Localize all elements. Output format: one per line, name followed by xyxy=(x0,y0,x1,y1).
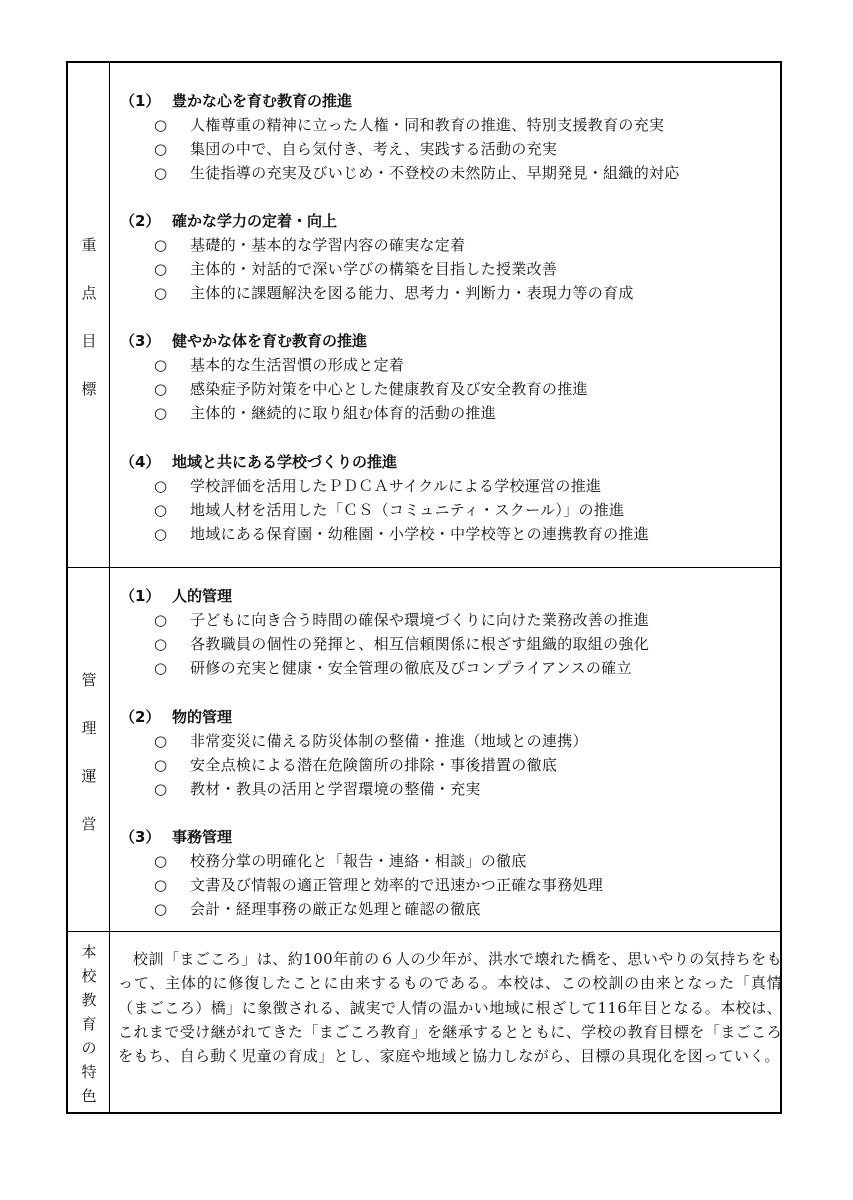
goals-list-item: ○ 人権尊重の精神に立った人権・同和教育の推進、特別支援教育の充実 xyxy=(154,116,665,134)
goals-label-char: 点 xyxy=(81,284,97,302)
management-label-char: 管 xyxy=(81,671,97,689)
feature-label-char: 特 xyxy=(81,1063,97,1081)
feature-label-char: 本 xyxy=(81,943,97,961)
goals-label-char: 目 xyxy=(81,332,97,350)
feature-label-char: の xyxy=(81,1039,97,1057)
feature-label-char: 育 xyxy=(81,1015,97,1033)
goals-list-item: ○ 学校評価を活用したＰＤＣＡサイクルによる学校運営の推進 xyxy=(154,477,602,495)
goals-list-item: ○ 生徒指導の充実及びいじめ・不登校の未然防止、早期発見・組織的対応 xyxy=(154,164,680,182)
feature-label-cell xyxy=(68,932,110,1112)
management-list-item: ○ 子どもに向き合う時間の確保や環境づくりに向けた業務改善の推進 xyxy=(154,611,650,629)
goals-label-cell xyxy=(68,63,110,567)
management-list-item: ○ 安全点検による潜在危険箇所の排除・事後措置の徹底 xyxy=(154,756,558,774)
goals-list-item: ○ 地域人材を活用した「ＣＳ（コミュニティ・スクール）」の推進 xyxy=(154,501,625,519)
goals-section-title: （4） 地域と共にある学校づくりの推進 xyxy=(120,453,398,471)
goals-list-item: ○ 基本的な生活習慣の形成と定着 xyxy=(154,356,405,374)
goals-list-item: ○ 主体的・継続的に取り組む体育的活動の推進 xyxy=(154,404,497,422)
management-list-item: ○ 文書及び情報の適正管理と効率的で迅速かつ正確な事務処理 xyxy=(154,876,604,894)
goals-list-item: ○ 基礎的・基本的な学習内容の確実な定着 xyxy=(154,236,466,254)
goals-list-item: ○ 集団の中で、自ら気付き、考え、実践する活動の充実 xyxy=(154,140,558,158)
management-list-item: ○ 教材・教具の活用と学習環境の整備・充実 xyxy=(154,780,481,798)
goals-label-char: 標 xyxy=(81,380,97,398)
management-row xyxy=(68,568,780,932)
feature-label-char: 色 xyxy=(81,1087,97,1105)
management-list-item: ○ 校務分掌の明確化と「報告・連絡・相談」の徹底 xyxy=(154,852,527,870)
management-label-char: 理 xyxy=(81,719,97,737)
feature-paragraph: 校訓「まごころ」は、約100年前の６人の少年が、洪水で壊れた橋を、思いやりの気持ちをもって、主体的に修復したことに由来するものである。本校は、この校訓の由来となった「真情（まごころ）橋」に象徴される、誠実で人情の温かい地域に根ざして116年目となる。本校は、これまで受け継がれてきた「まごころ教育」を継承するとともに、学校の教育目標を「まごころをもち、自ら動く児童の育成」とし、家庭や地域と協力しながら、目標の具現化を図っていく。 xyxy=(118,950,782,1066)
goals-list-item: ○ 主体的に課題解決を図る能力、思考力・判断力・表現力等の育成 xyxy=(154,284,634,302)
goals-content-cell xyxy=(110,63,780,567)
goals-row xyxy=(68,63,780,568)
feature-label-char: 校 xyxy=(81,967,97,985)
management-label-cell xyxy=(68,568,110,931)
management-label-char: 運 xyxy=(81,767,97,785)
goals-list-item: ○ 主体的・対話的で深い学びの構築を目指した授業改善 xyxy=(154,260,558,278)
feature-content-cell xyxy=(110,932,780,1112)
goals-section-title: （1） 豊かな心を育む教育の推進 xyxy=(120,92,353,110)
management-list-item: ○ 非常変災に備える防災体制の整備・推進（地域との連携） xyxy=(154,732,588,750)
management-label-char: 営 xyxy=(81,815,97,833)
management-content-cell xyxy=(110,568,780,931)
management-section-title: （3） 事務管理 xyxy=(120,828,233,846)
goals-label-char: 重 xyxy=(81,236,97,254)
management-section-title: （1） 人的管理 xyxy=(120,587,233,605)
management-list-item: ○ 各教職員の個性の発揮と、相互信頼関係に根ざす組織的取組の強化 xyxy=(154,635,650,653)
feature-label-char: 教 xyxy=(81,991,97,1009)
goals-section-title: （3） 健やかな体を育む教育の推進 xyxy=(120,332,368,350)
school-plan-table xyxy=(66,61,782,1114)
goals-list-item: ○ 地域にある保育園・幼稚園・小学校・中学校等との連携教育の推進 xyxy=(154,525,650,543)
feature-row xyxy=(68,932,780,1112)
goals-list-item: ○ 感染症予防対策を中心とした健康教育及び安全教育の推進 xyxy=(154,380,588,398)
management-list-item: ○ 会計・経理事務の厳正な処理と確認の徹底 xyxy=(154,900,481,918)
management-list-item: ○ 研修の充実と健康・安全管理の徹底及びコンプライアンスの確立 xyxy=(154,659,632,677)
management-section-title: （2） 物的管理 xyxy=(120,708,233,726)
goals-section-title: （2） 確かな学力の定着・向上 xyxy=(120,212,338,230)
